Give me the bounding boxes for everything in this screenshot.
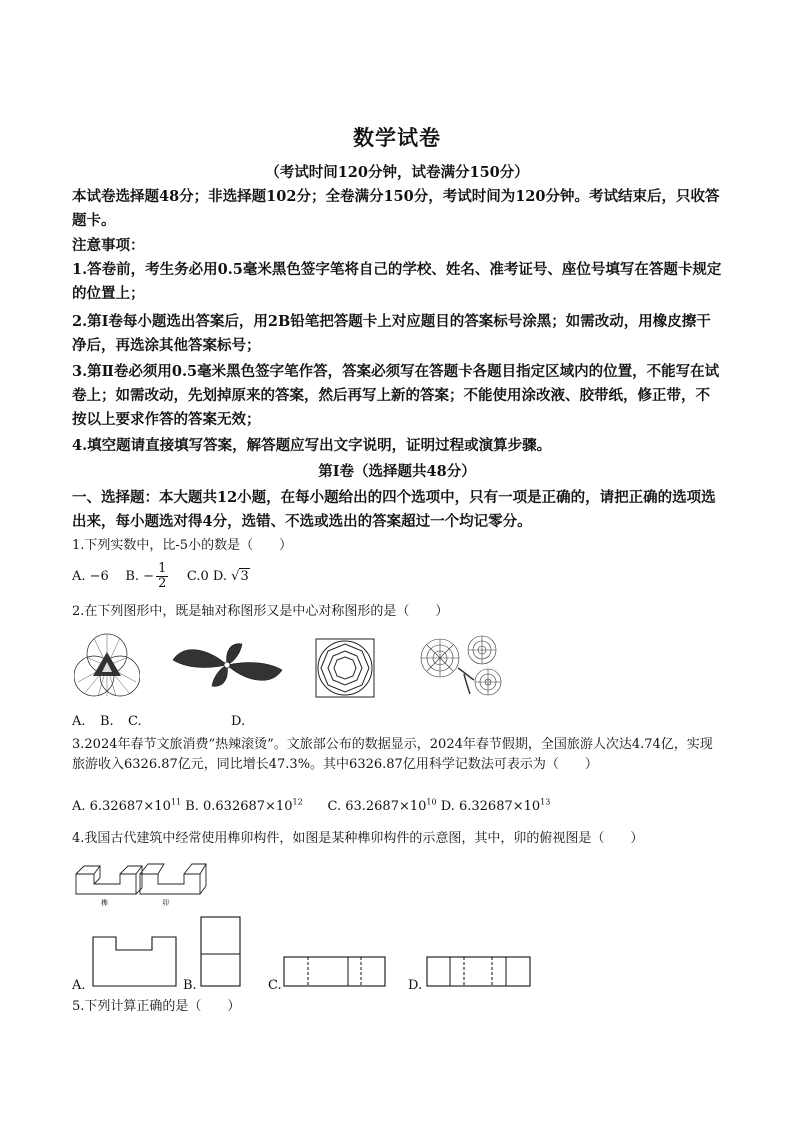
notice-3: 3.第Ⅱ卷必须用0.5毫米黑色签字笔作答，答案必须写在答题卡各题目指定区域内的位置，不能写在试卷上；如需改动，先划掉原来的答案，然后再写上新的答案；不能使用涂改液、胶带纸，修正带，不按以上要求作答的答案无效； <box>72 363 720 428</box>
notice-heading: 注意事项： <box>72 237 145 254</box>
question-3-stem: 3.2024年春节文旅消费“热辣滚烫”。文旅部公布的数据显示，2024年春节假期，全国旅游人次达4.74亿，实现旅游收入6326.87亿元，同比增长47.3%。其中6326.87亿用科学记数法可表示为（ ） <box>72 737 713 772</box>
intro-text: 本试卷选择题48分；非选择题102分；全卷满分150分，考试时间为120分钟。考试结束后，只收答题卡。 <box>72 188 720 229</box>
question-4-stem: 4.我国古代建筑中经常使用榫卯构件，如图是某种榫卯构件的示意图，其中，卯的俯视图是（ ） <box>72 831 644 846</box>
figure-mortise-tenon <box>74 856 214 898</box>
option-b-exponent: 12 <box>292 798 303 807</box>
option-c-base: C. 63.2687×10 <box>327 799 427 815</box>
q4-option-b-shape <box>200 916 242 988</box>
notice-4: 4.填空题请直接填写答案，解答题应写出文字说明，证明过程或演算步骤。 <box>72 437 552 454</box>
option-c <box>327 799 436 814</box>
q4-label-c: C. <box>268 978 282 993</box>
label-tenon: 榫 <box>101 899 108 907</box>
q4-label-d: D. <box>408 978 423 993</box>
figure-a-triangle-rosette <box>74 632 140 700</box>
option-a: A. −6 <box>72 569 109 584</box>
notice-1: 1.答卷前，考生务必用0.5毫米黑色签字笔将自己的学校、姓名、准考证号、座位号填写在答题卡规定的位置上； <box>72 261 722 302</box>
q2-label-d: D. <box>231 714 246 729</box>
figure-c-nested-polygons <box>313 636 377 700</box>
option-c-exponent: 10 <box>426 798 437 807</box>
question-5-stem: 5.下列计算正确的是（ ） <box>72 999 241 1014</box>
denominator: 2 <box>158 576 167 591</box>
option-d-prefix: D. <box>212 569 228 584</box>
option-a-base: A. 6.32687×10 <box>72 799 171 815</box>
part-instructions: 一、选择题：本大题共12小题，在每小题给出的四个选项中，只有一项是正确的，请把正确的选项选出来，每小题选对得4分，选错、不选或选出的答案超过一个均记零分。 <box>72 489 716 530</box>
option-d-exponent: 13 <box>540 798 551 807</box>
q2-label-a: A. <box>72 714 86 729</box>
q4-label-b: B. <box>183 978 197 993</box>
option-b-base: B. 0.632687×10 <box>185 799 293 815</box>
q2-label-c: C. <box>128 714 142 729</box>
option-d-base: D. 6.32687×10 <box>440 799 541 815</box>
figure-d-flowers <box>418 628 504 700</box>
numerator: 1 <box>158 561 167 576</box>
q4-option-d-shape <box>426 956 532 988</box>
radicand: 3 <box>240 569 249 584</box>
question-1-stem: 1.下列实数中，比-5小的数是（ ） <box>72 538 293 553</box>
figure-b-propeller <box>170 640 285 690</box>
exam-subtitle: （考试时间120分钟，试卷满分150分） <box>265 164 529 181</box>
option-b <box>185 799 302 814</box>
question-2-stem: 2.在下列图形中，既是轴对称图形又是中心对称图形的是（ ） <box>72 604 449 619</box>
q2-label-b: B. <box>100 714 114 729</box>
option-c: C.0 <box>186 569 209 584</box>
notice-2: 2.第Ⅰ卷每小题选出答案后，用2B铅笔把答题卡上对应题目的答案标号涂黑；如需改动，用橡皮擦干净后，再选涂其他答案标号； <box>72 313 711 354</box>
q4-option-c-shape <box>283 956 387 988</box>
section-heading: 第Ⅰ卷（选择题共48分） <box>318 463 476 480</box>
option-d <box>441 799 551 814</box>
label-mortise: 卯 <box>162 899 169 907</box>
page-title: 数学试卷 <box>353 125 441 150</box>
q4-label-a: A. <box>72 978 86 993</box>
option-a-exponent: 11 <box>170 798 182 807</box>
fraction <box>156 562 168 591</box>
question-3-options <box>72 793 550 817</box>
q4-option-a-shape <box>92 936 178 988</box>
option-d: D. √3 <box>212 569 249 584</box>
option-b <box>125 561 170 591</box>
question-1-options <box>72 562 250 591</box>
option-a <box>72 799 181 814</box>
option-b-prefix: B. − <box>125 569 155 584</box>
